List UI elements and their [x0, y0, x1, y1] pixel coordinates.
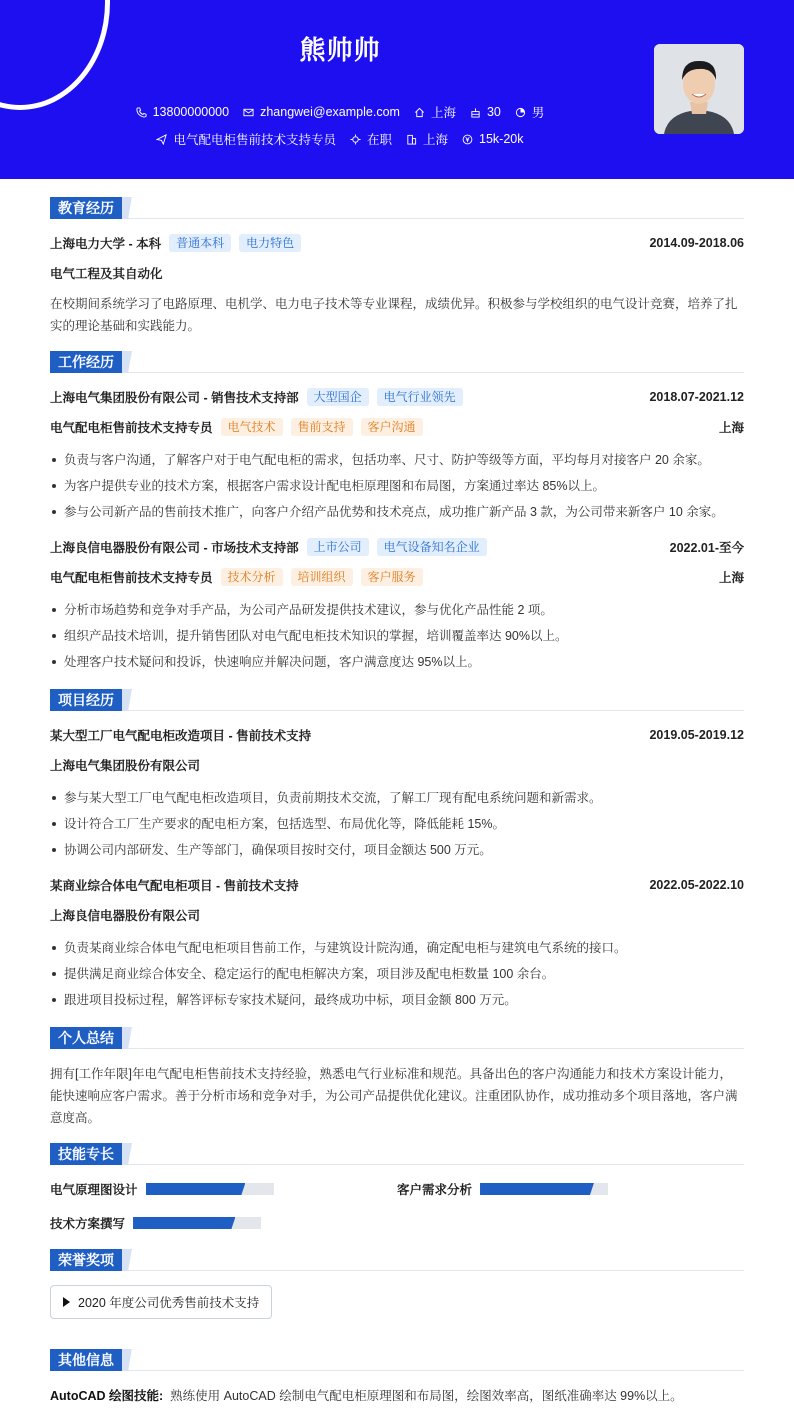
- company-name: 上海良信电器股份有限公司 - 市场技术支持部: [50, 541, 299, 555]
- position-tag: 客户服务: [361, 568, 423, 586]
- company-tag: 电气行业领先: [377, 388, 463, 406]
- skill-item: [50, 1213, 397, 1233]
- skill-bar-fill: [146, 1183, 246, 1195]
- skill-bar: [133, 1217, 261, 1229]
- project-company-row: [50, 905, 744, 925]
- company-tag: 电气设备知名企业: [377, 538, 487, 556]
- position-tag: 售前支持: [291, 418, 353, 436]
- play-icon: [63, 1297, 70, 1307]
- section-title-awards: 荣誉奖项: [50, 1249, 122, 1271]
- project-company-row: [50, 755, 744, 775]
- education-section: [50, 197, 744, 337]
- phone-icon: [136, 107, 147, 118]
- section-title-summary: 个人总结: [50, 1027, 122, 1049]
- work-period: 2022.01-至今: [669, 541, 744, 555]
- section-header: [50, 689, 744, 711]
- list-item: 处理客户技术疑问和投诉，快速响应并解决问题，客户满意度达 95%以上。: [50, 649, 744, 675]
- work-bullets: [50, 447, 744, 525]
- resume-body: [0, 179, 794, 1407]
- skills-section: [50, 1143, 744, 1233]
- project-company: 上海良信电器股份有限公司: [50, 909, 201, 923]
- contact-row: [0, 103, 680, 121]
- education-description: 在校期间系统学习了电路原理、电机学、电力电子技术等专业课程，成绩优异。积极参与学校组织的电气设计竞赛，培养了扎实的理论基础和实践能力。: [50, 297, 738, 333]
- avatar-portrait-icon: [654, 44, 744, 134]
- section-header: [50, 197, 744, 219]
- status-text: 在职: [367, 133, 393, 147]
- award-text: 2020 年度公司优秀售前技术支持: [78, 1296, 260, 1310]
- send-icon: [156, 134, 167, 145]
- section-title-education: 教育经历: [50, 197, 122, 219]
- position-tag: 客户沟通: [361, 418, 423, 436]
- list-item: 协调公司内部研发、生产等部门，确保项目按时交付，项目金额达 500 万元。: [50, 837, 744, 863]
- section-title-work: 工作经历: [50, 351, 122, 373]
- position-name: 电气配电柜售前技术支持专员: [50, 421, 213, 435]
- skill-item: [397, 1179, 744, 1199]
- other-info-text: 熟练使用 AutoCAD 绘制电气配电柜原理图和布局图，绘图效率高，图纸准确率达 99%以上。: [170, 1389, 683, 1403]
- section-header: [50, 1249, 744, 1271]
- list-item: 负责某商业综合体电气配电柜项目售前工作，与建筑设计院沟通，确定配电柜与建筑电气系统的接口。: [50, 935, 744, 961]
- position-tag: 电气技术: [221, 418, 283, 436]
- target-position-info: [156, 130, 336, 148]
- education-period: 2014.09-2018.06: [649, 236, 744, 250]
- email-text: zhangwei@example.com: [260, 105, 400, 119]
- company-tag: 上市公司: [307, 538, 369, 556]
- list-item: 组织产品技术培训，提升销售团队对电气配电柜技术知识的掌握，培训覆盖率达 90%以上。: [50, 623, 744, 649]
- avatar: [654, 44, 744, 134]
- school-name: 上海电力大学 - 本科: [50, 237, 162, 251]
- email-info: [243, 105, 400, 119]
- work-location: 上海: [718, 571, 744, 585]
- major-name: 电气工程及其自动化: [50, 267, 163, 281]
- project-row: [50, 725, 744, 745]
- skill-bar: [480, 1183, 608, 1195]
- section-header: [50, 1027, 744, 1049]
- age-info: [470, 105, 501, 119]
- project-bullets: [50, 935, 744, 1013]
- skill-item: [50, 1179, 397, 1199]
- summary-section: [50, 1027, 744, 1129]
- work-location: 上海: [718, 421, 744, 435]
- school-tag: 普通本科: [169, 234, 231, 252]
- section-title-other: 其他信息: [50, 1349, 122, 1371]
- other-section: [50, 1349, 744, 1407]
- section-title-decoration: [122, 1249, 138, 1271]
- age-text: 30: [486, 105, 501, 119]
- city-info: [414, 103, 456, 121]
- section-header: [50, 1143, 744, 1165]
- school-tag: 电力特色: [239, 234, 301, 252]
- position-tag: 技术分析: [221, 568, 283, 586]
- salary-text: 15k-20k: [479, 132, 524, 146]
- education-row: [50, 233, 744, 253]
- target-position-text: 电气配电柜售前技术支持专员: [173, 133, 336, 147]
- company-name: 上海电气集团股份有限公司 - 销售技术支持部: [50, 391, 299, 405]
- list-item: 提供满足商业综合体安全、稳定运行的配电柜解决方案，项目涉及配电柜数量 100 余台。: [50, 961, 744, 987]
- work-bullets: [50, 597, 744, 675]
- phone-text: 13800000000: [152, 105, 230, 119]
- work-position-row: [50, 417, 744, 437]
- status-icon: [350, 134, 361, 145]
- section-title-skills: 技能专长: [50, 1143, 122, 1165]
- city-text: 上海: [430, 106, 456, 120]
- list-item: 参与某大型工厂电气配电柜改造项目，负责前期技术交流，了解工厂现有配电系统问题和新需求。: [50, 785, 744, 811]
- gender-text: 男: [531, 106, 545, 120]
- status-info: [350, 130, 392, 148]
- salary-info: [462, 132, 523, 146]
- section-header: [50, 351, 744, 373]
- project-company: 上海电气集团股份有限公司: [50, 759, 201, 773]
- work-company-row: [50, 537, 744, 557]
- job-intent-row: [0, 130, 680, 148]
- section-title-project: 项目经历: [50, 689, 122, 711]
- target-city-text: 上海: [423, 133, 449, 147]
- section-header: [50, 1349, 744, 1371]
- skill-bar-fill: [133, 1217, 235, 1229]
- position-tag: 培训组织: [291, 568, 353, 586]
- section-title-decoration: [122, 1027, 138, 1049]
- phone-info: [136, 105, 229, 119]
- skill-name: 电气原理图设计: [50, 1183, 138, 1197]
- skill-name: 技术方案撰写: [50, 1217, 126, 1231]
- other-info-label: AutoCAD 绘图技能:: [50, 1389, 164, 1403]
- project-title: 某大型工厂电气配电柜改造项目 - 售前技术支持: [50, 729, 312, 743]
- resume-header: [0, 0, 794, 179]
- skill-bar-fill: [480, 1183, 594, 1195]
- skill-bar: [146, 1183, 274, 1195]
- section-title-decoration: [122, 351, 138, 373]
- other-info-line: [50, 1385, 744, 1407]
- mail-icon: [243, 107, 254, 118]
- building-icon: [406, 134, 417, 145]
- work-company-row: [50, 387, 744, 407]
- list-item: 为客户提供专业的技术方案，根据客户需求设计配电柜原理图和布局图，方案通过率达 85%以上。: [50, 473, 744, 499]
- skills-list: [50, 1179, 744, 1233]
- work-period: 2018.07-2021.12: [649, 390, 744, 404]
- summary-text: 拥有[工作年限]年电气配电柜售前技术支持经验，熟悉电气行业标准和规范。具备出色的客户沟通能力和技术方案设计能力，能快速响应客户需求。善于分析市场和竞争对手，为公司产品提供优化建议。注重团队协作，成功推动多个项目落地，客户满意度高。: [50, 1067, 738, 1125]
- money-icon: [462, 134, 473, 145]
- cake-icon: [470, 107, 481, 118]
- skill-name: 客户需求分析: [397, 1183, 473, 1197]
- position-name: 电气配电柜售前技术支持专员: [50, 571, 213, 585]
- project-period: 2022.05-2022.10: [649, 878, 744, 892]
- award-item[interactable]: [50, 1285, 272, 1319]
- company-tag: 大型国企: [307, 388, 369, 406]
- gender-icon: [515, 107, 526, 118]
- list-item: 参与公司新产品的售前技术推广，向客户介绍产品优势和技术亮点，成功推广新产品 3 款，为公司带来新客户 10 余家。: [50, 499, 744, 525]
- project-section: [50, 689, 744, 1013]
- section-title-decoration: [122, 197, 138, 219]
- project-title: 某商业综合体电气配电柜项目 - 售前技术支持: [50, 879, 299, 893]
- candidate-name: 熊帅帅: [299, 35, 381, 65]
- work-section: [50, 351, 744, 675]
- list-item: 分析市场趋势和竞争对手产品，为公司产品研发提供技术建议，参与优化产品性能 2 项。: [50, 597, 744, 623]
- work-position-row: [50, 567, 744, 587]
- target-city-info: [406, 130, 448, 148]
- section-title-decoration: [122, 1143, 138, 1165]
- major-row: [50, 263, 744, 283]
- project-bullets: [50, 785, 744, 863]
- list-item: 跟进项目投标过程，解答评标专家技术疑问，最终成功中标，项目金额 800 万元。: [50, 987, 744, 1013]
- section-title-decoration: [122, 689, 138, 711]
- list-item: 设计符合工厂生产要求的配电柜方案，包括选型、布局优化等，降低能耗 15%。: [50, 811, 744, 837]
- home-icon: [414, 107, 425, 118]
- project-period: 2019.05-2019.12: [649, 728, 744, 742]
- project-row: [50, 875, 744, 895]
- section-title-decoration: [122, 1349, 138, 1371]
- list-item: 负责与客户沟通，了解客户对于电气配电柜的需求，包括功率、尺寸、防护等级等方面，平均每月对接客户 20 余家。: [50, 447, 744, 473]
- awards-section: [50, 1249, 744, 1335]
- gender-info: [515, 103, 545, 121]
